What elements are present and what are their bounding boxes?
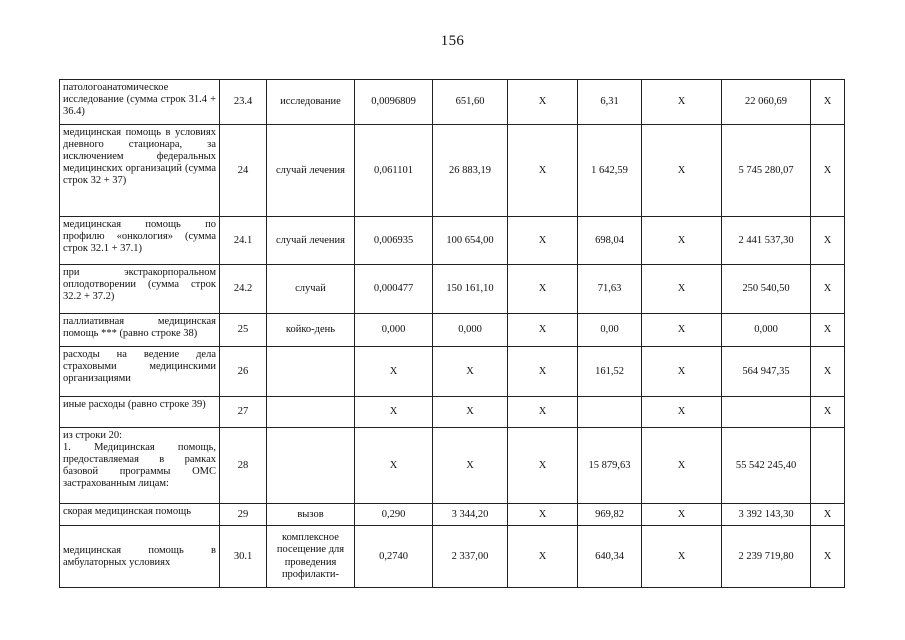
row-code: 24.1 bbox=[220, 217, 267, 265]
unit-cell: случай bbox=[267, 265, 355, 314]
value-cell: 15 879,63 bbox=[578, 428, 642, 504]
row-description: при экстракорпоральном оплодотворении (сумма строк 32.2 + 37.2) bbox=[60, 265, 220, 314]
value-cell: Х bbox=[811, 397, 845, 428]
row-code: 29 bbox=[220, 504, 267, 526]
cost-norm-cell: 651,60 bbox=[433, 80, 508, 125]
table-row bbox=[60, 265, 845, 314]
row-description: иные расходы (равно строке 39) bbox=[60, 397, 220, 428]
volume-norm-cell: Х bbox=[355, 347, 433, 397]
cost-norm-cell: Х bbox=[433, 428, 508, 504]
cost-norm-cell: 0,000 bbox=[433, 314, 508, 347]
value-cell: 0,00 bbox=[578, 314, 642, 347]
value-cell: 250 540,50 bbox=[722, 265, 811, 314]
value-cell: Х bbox=[642, 526, 722, 588]
value-cell: Х bbox=[508, 397, 578, 428]
table-row bbox=[60, 80, 845, 125]
value-cell: 564 947,35 bbox=[722, 347, 811, 397]
value-cell: Х bbox=[508, 217, 578, 265]
value-cell bbox=[722, 397, 811, 428]
value-cell: Х bbox=[811, 265, 845, 314]
value-cell: Х bbox=[642, 347, 722, 397]
table-row bbox=[60, 526, 845, 588]
unit-cell bbox=[267, 428, 355, 504]
volume-norm-cell: 0,0096809 bbox=[355, 80, 433, 125]
value-cell: 1 642,59 bbox=[578, 125, 642, 217]
value-cell: Х bbox=[508, 347, 578, 397]
volume-norm-cell: 0,000477 bbox=[355, 265, 433, 314]
unit-cell: случай лечения bbox=[267, 125, 355, 217]
value-cell: 3 392 143,30 bbox=[722, 504, 811, 526]
volume-norm-cell: 0,061101 bbox=[355, 125, 433, 217]
volume-norm-cell: Х bbox=[355, 428, 433, 504]
value-cell: Х bbox=[811, 80, 845, 125]
value-cell: 969,82 bbox=[578, 504, 642, 526]
value-cell: Х bbox=[508, 125, 578, 217]
row-code: 28 bbox=[220, 428, 267, 504]
cost-norm-cell: Х bbox=[433, 347, 508, 397]
row-code: 30.1 bbox=[220, 526, 267, 588]
value-cell: 2 239 719,80 bbox=[722, 526, 811, 588]
volume-norm-cell: 0,290 bbox=[355, 504, 433, 526]
row-code: 24 bbox=[220, 125, 267, 217]
row-code: 26 bbox=[220, 347, 267, 397]
value-cell: Х bbox=[642, 80, 722, 125]
value-cell: Х bbox=[811, 504, 845, 526]
volume-norm-cell: 0,2740 bbox=[355, 526, 433, 588]
value-cell: Х bbox=[508, 80, 578, 125]
value-cell: Х bbox=[811, 125, 845, 217]
row-description: скорая медицинская помощь bbox=[60, 504, 220, 526]
table-row bbox=[60, 217, 845, 265]
unit-cell: случай лечения bbox=[267, 217, 355, 265]
row-code: 23.4 bbox=[220, 80, 267, 125]
value-cell: Х bbox=[811, 347, 845, 397]
volume-norm-cell: 0,000 bbox=[355, 314, 433, 347]
value-cell: Х bbox=[642, 314, 722, 347]
table-body bbox=[60, 80, 845, 588]
row-description: из строки 20: 1. Медицинская помощь, предоставляемая в рамках базовой программы ОМС застрахованным лицам: bbox=[60, 428, 220, 504]
row-description: медицинская помощь по профилю «онкология» (сумма строк 32.1 + 37.1) bbox=[60, 217, 220, 265]
volume-norm-cell: 0,006935 bbox=[355, 217, 433, 265]
row-description: патологоанатомическое исследование (сумма строк 31.4 + 36.4) bbox=[60, 80, 220, 125]
value-cell: Х bbox=[508, 265, 578, 314]
value-cell: Х bbox=[508, 314, 578, 347]
value-cell: Х bbox=[811, 217, 845, 265]
value-cell: 0,000 bbox=[722, 314, 811, 347]
value-cell: 71,63 bbox=[578, 265, 642, 314]
value-cell: Х bbox=[508, 526, 578, 588]
table-row bbox=[60, 347, 845, 397]
cost-norm-cell: 150 161,10 bbox=[433, 265, 508, 314]
value-cell: Х bbox=[642, 125, 722, 217]
value-cell: 22 060,69 bbox=[722, 80, 811, 125]
data-table bbox=[59, 79, 845, 588]
row-description: паллиативная медицинская помощь *** (равно строке 38) bbox=[60, 314, 220, 347]
value-cell: Х bbox=[642, 265, 722, 314]
value-cell: 640,34 bbox=[578, 526, 642, 588]
value-cell: 6,31 bbox=[578, 80, 642, 125]
table-row bbox=[60, 314, 845, 347]
page-number: 156 bbox=[440, 33, 465, 49]
value-cell: Х bbox=[508, 428, 578, 504]
cost-norm-cell: 100 654,00 bbox=[433, 217, 508, 265]
table-row bbox=[60, 397, 845, 428]
row-code: 27 bbox=[220, 397, 267, 428]
value-cell: Х bbox=[642, 504, 722, 526]
value-cell bbox=[578, 397, 642, 428]
value-cell: 161,52 bbox=[578, 347, 642, 397]
row-description: медицинская помощь в условиях дневного стационара, за исключением федеральных медицинских организаций (сумма строк 32 + 37) bbox=[60, 125, 220, 217]
volume-norm-cell: Х bbox=[355, 397, 433, 428]
table-row bbox=[60, 504, 845, 526]
value-cell: 5 745 280,07 bbox=[722, 125, 811, 217]
value-cell bbox=[811, 428, 845, 504]
unit-cell: исследование bbox=[267, 80, 355, 125]
cost-norm-cell: Х bbox=[433, 397, 508, 428]
unit-cell bbox=[267, 397, 355, 428]
cost-norm-cell: 26 883,19 bbox=[433, 125, 508, 217]
value-cell: 2 441 537,30 bbox=[722, 217, 811, 265]
unit-cell: комплексное посещение для проведения профилакти- bbox=[267, 526, 355, 588]
row-description: медицинская помощь в амбулаторных условиях bbox=[60, 526, 220, 588]
row-code: 25 bbox=[220, 314, 267, 347]
value-cell: Х bbox=[811, 314, 845, 347]
cost-norm-cell: 2 337,00 bbox=[433, 526, 508, 588]
value-cell: Х bbox=[508, 504, 578, 526]
unit-cell: вызов bbox=[267, 504, 355, 526]
value-cell: Х bbox=[642, 428, 722, 504]
row-description: расходы на ведение дела страховыми медицинскими организациями bbox=[60, 347, 220, 397]
value-cell: 55 542 245,40 bbox=[722, 428, 811, 504]
table-row bbox=[60, 428, 845, 504]
unit-cell bbox=[267, 347, 355, 397]
value-cell: 698,04 bbox=[578, 217, 642, 265]
unit-cell: койко-день bbox=[267, 314, 355, 347]
table-row bbox=[60, 125, 845, 217]
cost-norm-cell: 3 344,20 bbox=[433, 504, 508, 526]
value-cell: Х bbox=[811, 526, 845, 588]
value-cell: Х bbox=[642, 397, 722, 428]
value-cell: Х bbox=[642, 217, 722, 265]
row-code: 24.2 bbox=[220, 265, 267, 314]
